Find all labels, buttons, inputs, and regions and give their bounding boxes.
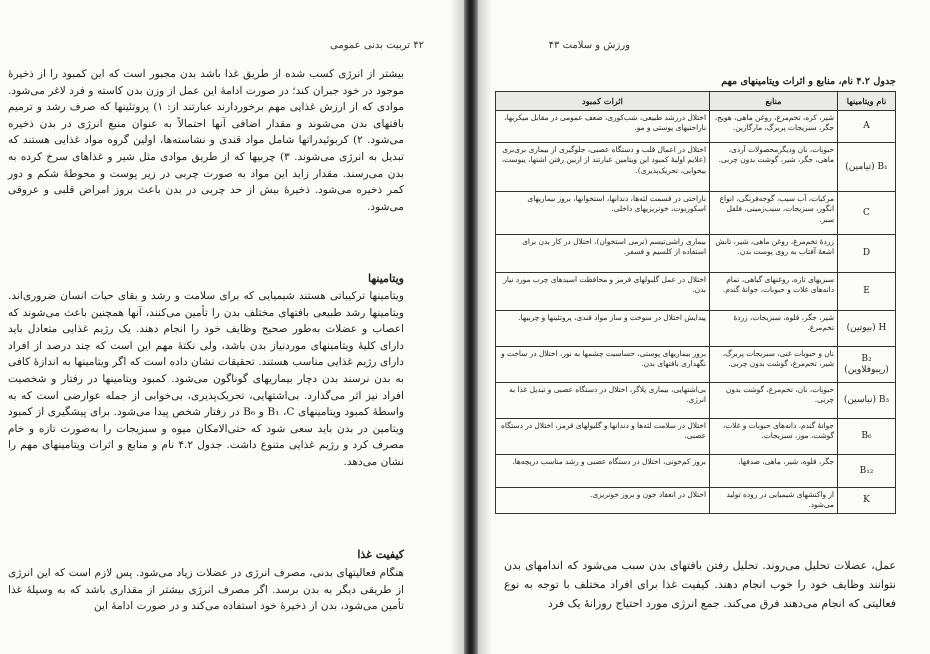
running-head-right: ورزش و سلامت ۴۳: [548, 40, 630, 51]
table-row: [496, 311, 896, 347]
heading-vitamins: ویتامینها: [368, 272, 404, 285]
table-row: [496, 235, 896, 273]
table-row: [496, 383, 896, 419]
right-page: [478, 0, 930, 654]
header-vitamin-name: نام ویتامینها: [838, 92, 896, 111]
vitamin-effects: اختلال در سلامت لثه‌ها و دندانها و گلبولهای قرمز، اختلال در دستگاه عصبی.: [496, 419, 710, 455]
vitamin-sources: از واکنشهای شیمیایی در روده تولید می‌شود.: [710, 488, 838, 514]
vitamin-name: H (بیوتین): [838, 311, 896, 347]
paragraph-continued: عمل، عضلات تحلیل می‌روند. تحلیل رفتن بافتهای بدن سبب می‌شود که اندامهای بدن نتوانند وظایف خود را خوب انجام دهند. کیفیت غذا برای افراد مختلف با توجه به نوع فعالیتی که انجام می‌دهند فرق می‌کند. جمع انرژی مورد احتیاج روزانهٔ یک فرد: [504, 559, 896, 610]
table-row: [496, 347, 896, 383]
table-row: [496, 143, 896, 192]
vitamin-name: B₆: [838, 419, 896, 455]
vitamin-sources: شیر، کره، تخم‌مرغ، روغن ماهی، هویج، جگر، سبزیجات پربرگ، مارگارین.: [710, 111, 838, 143]
vitamin-effects: پیدایش اختلال در سوخت و ساز مواد قندی، پروتئینها و چربیها.: [496, 311, 710, 347]
table-caption: جدول ۴.۲ نام، منابع و اثرات ویتامینهای مهم: [721, 76, 896, 87]
paragraph-food-quality: هنگام فعالیتهای بدنی، مصرف انرژی در عضلات زیاد می‌شود. پس لازم است که این انرژی از طریقی دیگر به بدن برسد. اگر مصرف انرژی بیشتر از مقداری باشد که به وسیلهٔ غذا تأمین می‌شود، بدن از ذخیرهٔ خود استفاده می‌کند و در صورت ادامهٔ این: [8, 567, 404, 613]
vitamin-sources: جوانهٔ گندم، دانه‌های حبوبات و غلات، گوشت، موز، سبزیجات.: [710, 419, 838, 455]
vitamin-sources: جگر، قلوه، شیر، ماهی، صدفها.: [710, 455, 838, 488]
vitamin-name: A: [838, 111, 896, 143]
vitamin-name: B₁ (تیامین): [838, 143, 896, 192]
running-head-left: ۴۲ تربیت بدنی عمومی: [330, 40, 424, 51]
table-row: [496, 111, 896, 143]
vitamin-effects: بی‌اشتهایی، بیماری پلاگر، اختلال در دستگاه عصبی و تبدیل غذا به انرژی.: [496, 383, 710, 419]
vitamin-name: E: [838, 273, 896, 311]
book-gutter: [464, 0, 478, 654]
left-page: [0, 0, 464, 654]
vitamin-sources: سبزیهای تازه، روغنهای گیاهی، تمام دانه‌های غلات و حبوبات، جوانهٔ گندم.: [710, 273, 838, 311]
vitamin-table: [495, 91, 896, 514]
vitamin-name: B₂ (ریبوفلاوین): [838, 347, 896, 383]
vitamin-name: C: [838, 192, 896, 235]
header-sources: منابع: [710, 92, 838, 111]
table-row: [496, 192, 896, 235]
table-row: [496, 488, 896, 514]
vitamin-effects: بروز کم‌خونی، اختلال در دستگاه عصبی و رشد مناسب درپچه‌ها.: [496, 455, 710, 488]
vitamin-sources: نان و حبوبات غنی، سبزیجات پربرگ، شیر، تخم‌مرغ، گوشت بدون چربی.: [710, 347, 838, 383]
table-row: [496, 419, 896, 455]
paragraph-vitamins: ویتامینها ترکیباتی هستند شیمیایی که برای سلامت و رشد و بقای حیات انسان ضروری‌اند. ویتامینها رشد طبیعی بافتهای مختلف بدن را تأمین می‌کنند، آنها همچنین باعث می‌شوند که اعصاب و عضلات به‌طور صحیح وظایف خود را انجام دهند. یک رژیم غذایی متعادل باید دارای کلیهٔ ویتامینهای موردنیاز بدن باشد، ولی نکتهٔ مهم این است که چند درصد از افراد دارای رژیم غذایی مناسب هستند. تحقیقات نشان داده است که اگر ویتامینها به اندازهٔ کافی به بدن نرسند بدن دچار بیماریهای گوناگون می‌شود. کمبود ویتامینها در رفتار و شخصیت افراد نیز اثر می‌گذارد. بی‌اشتهایی، تحریک‌پذیری، بی‌خوابی از جمله عوارضی است که به واسطهٔ کمبود ویتامینهای B₁ ،C و B₆ در رفتار شخص پیدا می‌شود. برای پیشگیری از کمبود ویتامین در بدن باید سعی شود که حتی‌الامکان میوه و سبزیجات را به‌صورت تازه و خام مصرف کرد و رژیم غذایی متنوع داشت. جدول ۴.۲ نام و منابع و اثرات ویتامینهای مهم را نشان می‌دهد.: [8, 290, 404, 468]
paragraph-energy: بیشتر از انرژی کسب شده از طریق غذا باشد بدن مجبور است که این کمبود را از ذخیرهٔ موجود در خود جبران کند؛ در صورت ادامهٔ این عمل از وزن بدن کاسته و فرد لاغر می‌شود. موادی که از ارزش غذایی مهم برخوردارند عبارتند از: ۱) پروتئینها که صرف رشد و ترمیم بافتهای بدن می‌شوند و مقدار اضافی آنها احتمالاً به عنوان منبع انرژی در بدن ذخیره می‌شود. ۲) کربوئیدراتها شامل مواد قندی و نشاسته‌ها، اولین گروه مواد غذایی هستند که تبدیل به انرژی می‌شوند. ۳) چربیها که از طریق موادی مثل شیر و غذاهای سرخ کرده به بدن می‌رسند. مقدار زاید این مواد به صورت چربی در زیر پوست و محوطهٔ شکم و دور کمر ذخیره می‌شود. ذخیرهٔ بیش از حد چربی در بدن باعث بروز امراض قلبی و عروقی می‌شود.: [8, 68, 404, 213]
table-row: [496, 273, 896, 311]
vitamin-effects: بیماری راشی‌تیسم (نرمی استخوان)، اختلال در کار بدن برای استفاده از کلسیم و فسفر.: [496, 235, 710, 273]
vitamin-sources: حبوبات، نان، تخم‌مرغ، گوشت بدون چربی.: [710, 383, 838, 419]
vitamin-sources: زردهٔ تخم‌مرغ، روغن ماهی، شیر، تابش اشعهٔ آفتاب به روی پوست بدن.: [710, 235, 838, 273]
vitamin-name: B₁₂: [838, 455, 896, 488]
vitamin-sources: حبوبات، نان وديگرمحصولات آردی، ماهی، جگر، شیر، گوشت بدون چربی.: [710, 143, 838, 192]
vitamin-effects: اختلال در انعقاد خون و بروز خونریزی.: [496, 488, 710, 514]
vitamin-sources: مرکبات، آب سیب، گوجه‌فرنگی، انواع انگور، سبزیجات، سیب‌زمینی، فلفل سبز.: [710, 192, 838, 235]
heading-food-quality: کیفیت غذا: [357, 548, 404, 561]
header-deficiency-effects: اثرات کمبود: [496, 92, 710, 111]
vitamin-effects: ناراحتی در قسمت لثه‌ها، دندانها، استخوانها، بروز بیماریهای اسکوربوت، خونریزیهای داخلی.: [496, 192, 710, 235]
vitamin-sources: شیر، جگر، قلوه، سبزیجات، زردهٔ تخم‌مرغ.: [710, 311, 838, 347]
vitamin-name: B₃ (نیاسین): [838, 383, 896, 419]
vitamin-name: D: [838, 235, 896, 273]
table-header-row: [496, 92, 896, 111]
table-row: [496, 455, 896, 488]
vitamin-effects: بروز بیماریهای پوستی، حساسیت چشمها به نور، اختلال در ساخت و نگهداری بافتهای بدن.: [496, 347, 710, 383]
vitamin-effects: اختلال در اعمال قلب و دستگاه عصبی، جلوگیری از بیماری بری‌بری (علایم اولیهٔ کمبود این ویتامین عبارتند از ازبین رفتن اشتها، یبوست، بیخوابی، تحریک‌پذیری).: [496, 143, 710, 192]
vitamin-effects: اختلال دررشد طبیعی، شب‌کوری، ضعف عمومی در مقابل میکربها، ناراحتیهای پوستی و مو.: [496, 111, 710, 143]
vitamin-effects: اختلال در عمل گلبولهای قرمز و محافظت اسیدهای چرب مورد نیاز بدن.: [496, 273, 710, 311]
vitamin-name: K: [838, 488, 896, 514]
